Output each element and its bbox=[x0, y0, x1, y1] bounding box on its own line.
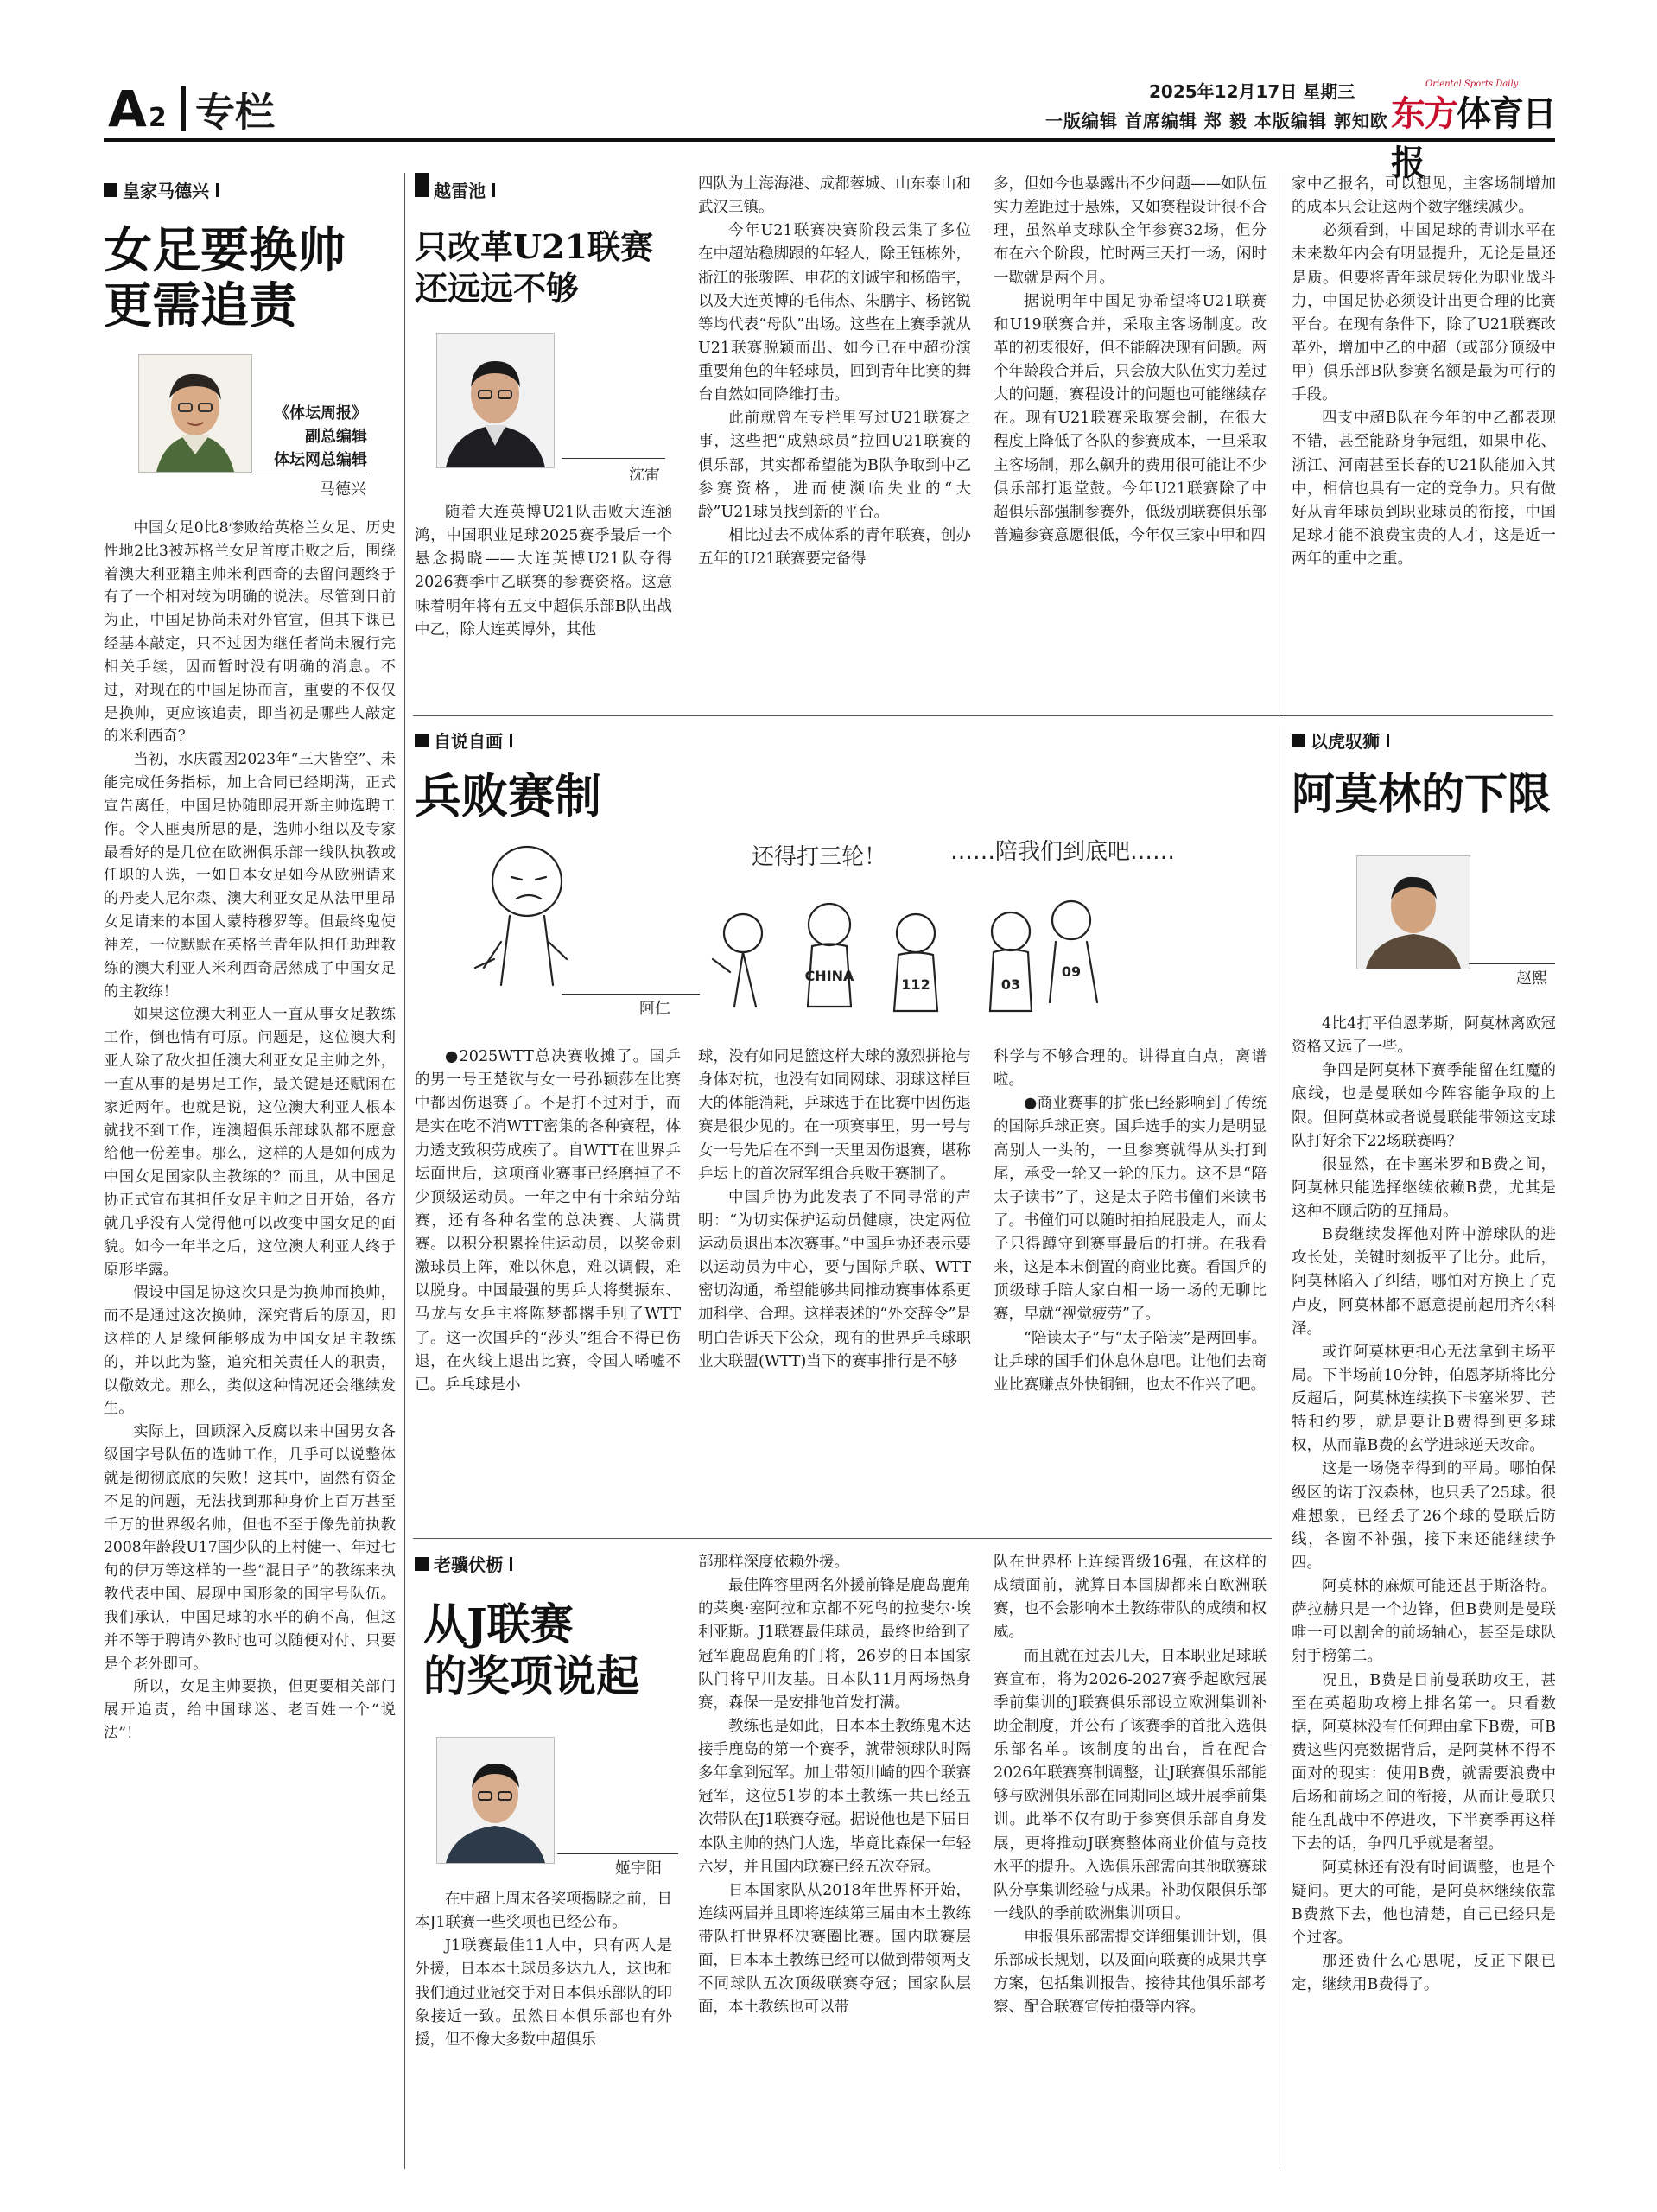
paragraph: 科学与不够合理的。讲得直白点，离谱啦。 bbox=[994, 1048, 1267, 1090]
jersey-label: 112 bbox=[901, 976, 930, 993]
paragraph: 此前就曾在专栏里写过U21联赛之事，这些把“成熟球员”拉回U21联赛的俱乐部，其实都希望能为B队争取到中乙参赛资格，进而使濒临失业的“大龄”U21球员找到新的平台。 bbox=[698, 410, 971, 521]
paragraph: 相比过去不成体系的青年联赛，创办五年的U21联赛要完备得 bbox=[698, 526, 971, 568]
author-title: 《体坛周报》 副总编辑 体坛网总编辑 bbox=[274, 404, 367, 469]
paragraph: 中国女足0比8惨败给英格兰女足、历史性地2比3被苏格兰女足首度击败之后，围绕着澳大利亚籍主帅米利西奇的去留问题终于有了一个相对较为明确的说法。尽管到目前为止，中国足协尚未对外官宣，但其下课已经基本敲定，只不过因为继任者尚未履行完相关手续，因而暂时没有明确的消息。不过，对现在的中国足协而言，重要的不仅仅是换帅，更应该追责，即当初是哪些人敲定的米利西奇？ bbox=[104, 519, 396, 746]
jersey-label: 03 bbox=[1000, 976, 1021, 993]
paragraph: 多，但如今也暴露出不少问题——如队伍实力差距过于悬殊，又如赛程设计很不合理，虽然单支球队全年参赛32场，但分布在六个阶段，忙时两三天打一场，闲时一歇就是两个月。 bbox=[994, 175, 1267, 287]
column-tag: 皇家马德兴 bbox=[104, 177, 219, 202]
paragraph: 家中乙报名，可以想见，主客场制增加的成本只会让这两个数字继续减少。 bbox=[1292, 175, 1556, 217]
paragraph: 随着大连英博U21队击败大连涵鸿，中国职业足球2025赛季最后一个悬念揭晓——大连英博U21队夺得2026赛季中乙联赛的参赛资格。这意味着明年将有五支中超俱乐部B队出战中乙，除大连英博外，其他 bbox=[415, 504, 672, 639]
paragraph: 实际上，回顾深入反腐以来中国男女各级国字号队伍的选帅工作，几乎可以说整体就是彻彻底底的失败！这其中，固然有资金不足的问题，无法找到那种身价上百万甚至千万的世界级名帅，但也不至于像先前执教2008年龄段U17国少队的上村健一、年过七旬的伊万等这样的一些“混日子”的教练来执教代表中国、展现中国形象的国字号队伍。我们承认，中国足球的水平的确不高，但这并不等于聘请外教时也可以随便对付、只要是个老外即可。 bbox=[104, 1423, 396, 1673]
paragraph: 必须看到，中国足球的青训水平在未来数年内会有明显提升，无论是量还是质。但要将青年球员转化为职业战斗力，中国足协必须设计出更合理的比赛平台。在现有条件下，除了U21联赛改革外，增加中乙的中超（或部分顶级中甲）俱乐部B队参赛名额是最为可行的手段。 bbox=[1292, 222, 1556, 404]
issue-date: 2025年12月17日 星期三 bbox=[1149, 81, 1355, 102]
author-photo bbox=[436, 333, 555, 468]
author-name: 沈雷 bbox=[629, 466, 660, 484]
paragraph: 当初，水庆霞因2023年“三大皆空”、未能完成任务指标，加上合同已经期满，正式宣告离任，中国足协随即展开新主帅选聘工作。令人匪夷所思的是，选帅小组以及专家最看好的是几位在欧洲俱乐部一线队执教或任职的人选，一如日本女足如今从欧洲请来的丹麦人尼尔森、澳大利亚女足从法甲里昂女足请来的本国人蒙特穆罗等。但最终鬼使神差，一位默默在英格兰青年队担任助理教练的澳大利亚人米利西奇居然成了中国女足的主教练！ bbox=[104, 751, 396, 1001]
paragraph: B费继续发挥他对阵中游球队的进攻长处，关键时刻扳平了比分。此后，阿莫林陷入了纠结，哪怕对方换上了克卢皮，阿莫林都不愿意提前起用齐尔科泽。 bbox=[1292, 1226, 1556, 1338]
header-rule bbox=[104, 138, 1555, 142]
paragraph: 争四是阿莫林下赛季能留在红魔的底线，也是曼联如今阵容能争取的上限。但阿莫林或者说曼联能带领这支球队打好余下22场联赛吗？ bbox=[1292, 1062, 1556, 1150]
article-body bbox=[698, 1551, 971, 2020]
paragraph: 中国乒协为此发表了不同寻常的声明：“为切实保护运动员健康，决定两位运动员退出本次赛事。”中国乒协还表示要以运动员为中心，要与国际乒联、WTT密切沟通，希望能够共同推动赛事体系更加科学、合理。这样表述的“外交辞令”是明白告诉天下公众，现有的世界乒乓球职业大联盟(WTT)当下的赛事排行是不够 bbox=[698, 1188, 971, 1370]
column-tag: 自说自画 bbox=[415, 728, 512, 753]
author-photo bbox=[436, 1737, 555, 1864]
caption-rule bbox=[557, 1853, 678, 1854]
column-tag: 越雷池 bbox=[415, 177, 495, 202]
headline: 女足要换帅 更需追责 bbox=[104, 222, 346, 335]
jersey-label: CHINA bbox=[804, 968, 854, 984]
article-body bbox=[698, 1046, 971, 1374]
paragraph: 阿莫林的麻烦可能还甚于斯洛特。萨拉赫只是一个边锋，但B费则是曼联唯一可以割舍的前场轴心，甚至是球队射手榜第二。 bbox=[1292, 1578, 1556, 1666]
paragraph: 四队为上海海港、成都蓉城、山东泰山和武汉三镇。 bbox=[698, 175, 971, 217]
paragraph: 如果这位澳大利亚人一直从事女足教练工作，倒也情有可原。问题是，这位澳大利亚人除了敌火担任澳大利亚女足主帅之外，一直从事的是男足工作，最关键是还赋闲在家近两年。也就是说，这位澳大利亚人根本就找不到工作，连澳超俱乐部球队都不愿意给他一份差事。那么，这样的人是如何成为中国女足国家队主教练的？而且，从中国足协正式宣布其担任女足主帅之日开始，各方就几乎没有人觉得他可以改变中国女足的面貌。如今一年半之后，这位澳大利亚人终于原形毕露。 bbox=[104, 1006, 396, 1279]
article-body bbox=[994, 173, 1267, 548]
caption-rule bbox=[1469, 963, 1555, 964]
paragraph: 而且就在过去几天，日本职业足球联赛宣布，将为2026-2027赛季起欧冠展季前集训的J联赛俱乐部设立欧洲集训补助金制度，并公布了该赛季的首批入选俱乐部名单。该制度的出台，旨在配合2026年联赛赛制调整，让J联赛俱乐部能够与欧洲俱乐部在同期同区域开展季前集训。此举不仅有助于参赛俱乐部自身发展，更将推动J联赛整体商业价值与竞技水平的提升。入选俱乐部需向其他联赛球队分享集训经验与成果。补助仅限俱乐部一线队的季前欧洲集训项目。 bbox=[994, 1647, 1267, 1923]
headline: 阿莫林的下限 bbox=[1292, 768, 1551, 819]
article-body bbox=[415, 1046, 681, 1397]
caption-rule bbox=[562, 994, 700, 995]
paragraph: 部那样深度依赖外援。 bbox=[698, 1554, 849, 1571]
paragraph: ●2025WTT总决赛收摊了。国乒的男一号王楚钦与女一号孙颖莎在比赛中都因伤退赛了。不是打不过对手，而是实在吃不消WTT密集的各种赛程，体力透支致积劳成疾了。自WTT在世界乒坛面世后，这项商业赛事已经磨掉了不少顶级运动员。一年之中有十余站分站赛，还有各种名堂的总决赛、大满贯赛。以积分积累拴住运动员，以奖金刺激球员上阵，难以休息，难以调假，难以脱身。中国最强的男乒大将樊振东、马龙与女乒主将陈梦都撂手别了WTT了。这一次国乒的“莎头”组合不得已伤退，在火线上退出比赛，令国人唏嘘不已。乒乓球是小 bbox=[415, 1048, 681, 1394]
column-divider bbox=[404, 173, 405, 2169]
article-body bbox=[994, 1046, 1267, 1397]
paragraph: 在中超上周末各奖项揭晓之前，日本J1联赛一些奖项也已经公布。 bbox=[415, 1891, 672, 1932]
caption-rule bbox=[562, 458, 665, 459]
jersey-label: 09 bbox=[1061, 963, 1082, 980]
speech-text: ……陪我们到底吧…… bbox=[950, 839, 1176, 865]
paragraph: 况且，B费是目前曼联助攻王，甚至在英超助攻榜上排名第一。只看数据，阿莫林没有任何理由拿下B费，可B费这些闪亮数据背后，是阿莫林不得不面对的现实：使用B费，就需要浪费中后场和前场之间的衔接，从而让曼联只能在乱战中不停进攻，下半赛季再这样下去的话，争四几乎就是奢望。 bbox=[1292, 1671, 1556, 1853]
paragraph: J1联赛最佳11人中，只有两人是外援，日本本土球员多达九人，这也和我们通过亚冠交手对日本俱乐部队的印象接近一致。虽然日本俱乐部也有外援，但不像大多数中超俱乐 bbox=[415, 1937, 672, 2049]
author-name: 阿仁 bbox=[639, 1000, 670, 1018]
author-photo bbox=[1356, 855, 1470, 969]
column-tag: 以虎驭狮 bbox=[1292, 728, 1389, 753]
article-body bbox=[698, 173, 971, 571]
article-body bbox=[415, 501, 672, 642]
page-number: A2 bbox=[108, 79, 167, 138]
paragraph: 四支中超B队在今年的中乙都表现不错，甚至能跻身争冠组，如果申花、浙江、河南甚至长春的U21队能加入其中，相信也具有一定的竞争力。只有做好从青年球员到职业球员的衔接，中国足球才能不浪费宝贵的人才，这是近一两年的重中之重。 bbox=[1292, 410, 1556, 568]
author-photo bbox=[138, 354, 252, 473]
author-name: 赵熙 bbox=[1516, 969, 1547, 988]
newspaper-logo: 东方体育日报 Oriental Sports Daily bbox=[1391, 79, 1555, 183]
paragraph: 教练也是如此，日本本土教练鬼木达接手鹿岛的第一个赛季，就带领球队时隔多年拿到冠军。加上带领川崎的四个联赛冠军，这位51岁的本土教练一共已经五次带队在J1联赛夺冠。据说他也是下届日本队主帅的热门人选，毕竟比森保一年轻六岁，并且国内联赛已经五次夺冠。 bbox=[698, 1717, 971, 1876]
headline: 从J联赛 的奖项说起 bbox=[423, 1599, 639, 1701]
paragraph: ●商业赛事的扩张已经影响到了传统的国际乒球正赛。国乒选手的实力是明显高别人一头的，一旦参赛就得从头打到尾，承受一轮又一轮的压力。这不是“陪太子读书”了，这是太子陪书僮们来读书了。书僮们可以随时拍拍屁股走人，而太子只得蹲守到赛事最后的打拼。在我看来，这是本末倒置的商业比赛。看国乒的顶级球手陪人家白相一场一场的无聊比赛，早就“视觉疲劳”了。 bbox=[994, 1095, 1267, 1324]
paragraph: 最佳阵容里两名外援前锋是鹿岛鹿角的莱奥·塞阿拉和京都不死鸟的拉斐尔·埃利亚斯。J1联赛最佳球员，最终也给到了冠军鹿岛鹿角的门将，26岁的日本国家队门将早川友基。日本队11月两场热身赛，森保一是安排他首发打满。 bbox=[698, 1577, 971, 1712]
column-tag: 老骥伏枥 bbox=[415, 1551, 512, 1576]
article-body bbox=[1292, 1013, 1556, 1997]
author-name: 马德兴 bbox=[320, 480, 366, 499]
section-divider bbox=[413, 715, 1553, 716]
paragraph: 4比4打平伯恩茅斯，阿莫林离欧冠资格又远了一些。 bbox=[1292, 1015, 1556, 1057]
paragraph: 假设中国足协这次只是为换帅而换帅，而不是通过这次换帅，深究背后的原因，即这样的人是缘何能够成为中国女足主教练的，并以此为鉴，追究相关责任人的职责，以儆效尤。那么，类似这种情况还会继续发生。 bbox=[104, 1284, 396, 1418]
article-body bbox=[994, 1551, 1267, 2020]
paragraph: 或许阿莫林更担心无法拿到主场平局。下半场前10分钟，伯恩茅斯将比分反超后，阿莫林连续换下卡塞米罗、芒特和约罗，就是要让B费得到更多球权，从而靠B费的玄学进球逆天改命。 bbox=[1292, 1343, 1556, 1455]
headline: 只改革U21联赛 还远远不够 bbox=[415, 227, 654, 308]
paragraph: 今年U21联赛决赛阶段云集了多位在中超站稳脚跟的年轻人，除王钰栋外，浙江的张骏晖、申花的刘诚宇和杨皓宇，以及大连英博的毛伟杰、朱鹏宇、杨铭锐等均代表“母队”出场。这些在上赛季就从U21联赛脱颖而出、如今已在中超扮演重要角色的年轻球员，回到青年比赛的舞台自然如同降维打击。 bbox=[698, 222, 971, 404]
paragraph: 球，没有如同足篮这样大球的激烈拼抢与身体对抗，也没有如同网球、羽球这样巨大的体能消耗，乒球选手在比赛中因伤退赛是很少见的。在一项赛事里，男一号与女一号先后在不到一天里因伤退赛，堪称乒坛上的首次冠军组合兵败于赛制了。 bbox=[698, 1048, 971, 1183]
headline: 兵败赛制 bbox=[415, 768, 601, 823]
paragraph: 阿莫林还有没有时间调整，也是个疑问。更大的可能，是阿莫林继续依靠B费熬下去，他也清楚，自己已经只是个过客。 bbox=[1292, 1859, 1556, 1947]
paragraph: 据说明年中国足协希望将U21联赛和U19联赛合并，采取主客场制度。改革的初衷很好，但不能解决现有问题。两个年龄段合并后，只会放大队伍实力差过大的问题，赛程设计的问题也可能继续存在。现有U21联赛采取赛会制，在很大程度上降低了各队的参赛成本，一旦采取主客场制，那么飙升的费用很可能让不少俱乐部打退堂鼓。今年U21联赛除了中超俱乐部强制参赛外，低级别联赛俱乐部普遍参赛意愿很低，今年仅三家中甲和四 bbox=[994, 292, 1267, 544]
paragraph: 很显然，在卡塞米罗和B费之间，阿莫林只能选择继续依赖B费，尤其是这种不顾后防的互捅局。 bbox=[1292, 1155, 1556, 1220]
speech-text: 还得打三轮！ bbox=[752, 844, 887, 870]
paragraph: 这是一场侥幸得到的平局。哪怕保级区的诺丁汉森林，也只丢了25球。很难想象，已经丢了26个球的曼联后防线，各窗不补强，接下来还能继续争四。 bbox=[1292, 1460, 1556, 1572]
cartoon-illustration bbox=[415, 830, 1270, 1020]
paragraph: 那还费什么心思呢，反正下限已定，继续用B费得了。 bbox=[1292, 1953, 1556, 1994]
article-body bbox=[415, 1888, 672, 2052]
article-body bbox=[104, 517, 396, 1745]
paragraph: 队在世界杯上连续晋级16强，在这样的成绩面前，就算日本国脚都来自欧洲联赛，也不会影响本土教练带队的成绩和权威。 bbox=[994, 1554, 1267, 1642]
paragraph: 日本国家队从2018年世界杯开始，连续两届并且即将连续第三届由本土教练带队打世界杯决赛圈比赛。国内联赛层面，日本本土教练已经可以做到带领两支不同球队五次顶级联赛夺冠；国家队层面，本土教练也可以带 bbox=[698, 1881, 971, 2017]
paragraph: 所以，女足主帅要换，但更要相关部门展开追责，给中国球迷、老百姓一个“说法”！ bbox=[104, 1678, 396, 1743]
header-divider bbox=[181, 86, 186, 131]
paragraph: “陪读太子”与“太子陪读”是两回事。让乒球的国手们休息休息吧。让他们去商业比赛赚点外快铜钿，也太不作兴了吧。 bbox=[994, 1329, 1267, 1394]
article-body bbox=[1292, 173, 1556, 571]
author-name: 姬宇阳 bbox=[615, 1859, 662, 1878]
section-divider bbox=[413, 1538, 1272, 1539]
paragraph: 申报俱乐部需提交详细集训计划，俱乐部成长规划，以及面向联赛的成果共享方案，包括集训报告、接待其他俱乐部考察、配合联赛宣传拍摄等内容。 bbox=[994, 1929, 1267, 2017]
section-title: 专栏 bbox=[195, 89, 275, 136]
editors-line: 一版编辑 首席编辑 郑 毅 本版编辑 郭知欧 bbox=[1045, 111, 1388, 131]
